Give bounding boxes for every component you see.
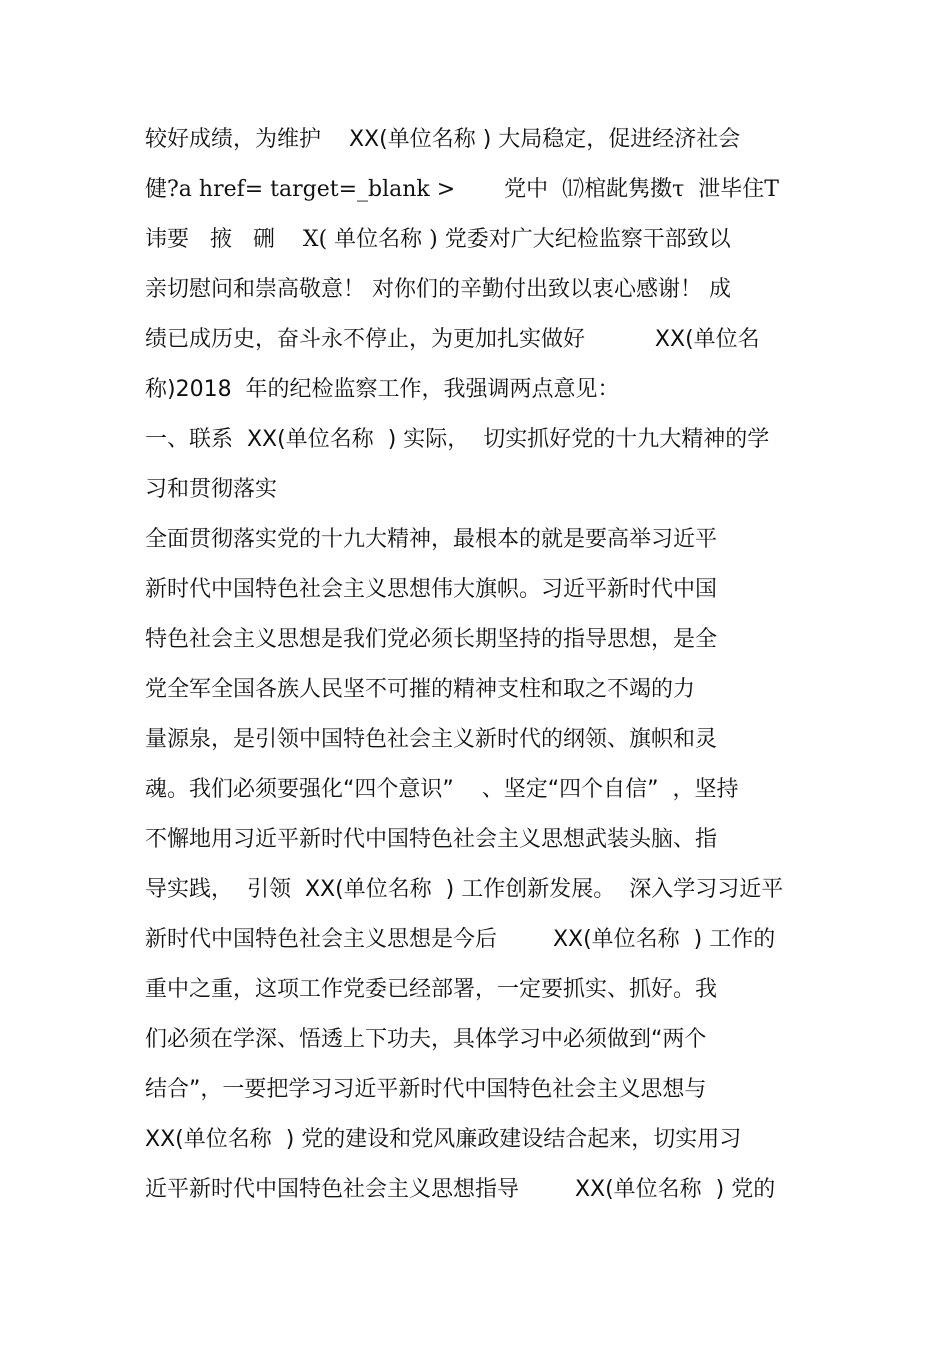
- text-line-1: 较好成绩，为维护 XX(单位名称 ) 大局稳定，促进经济社会: [145, 127, 741, 152]
- text-line-17: 新时代中国特色社会主义思想是今后 XX(单位名称 ) 工作的: [145, 927, 776, 952]
- text-line-15: 不懈地用习近平新时代中国特色社会主义思想武装头脑、指: [145, 827, 718, 852]
- text-line-10: 新时代中国特色社会主义思想伟大旗帜。习近平新时代中国: [145, 577, 718, 602]
- text-line-2: 健?a href= target=_blank > 党中 ⒄棺龀隽擞τ 泄毕住T: [145, 177, 779, 202]
- text-line-9: 全面贯彻落实党的十九大精神，最根本的就是要高举习近平: [145, 527, 718, 552]
- section-heading-1-cont: 习和贯彻落实: [145, 477, 278, 502]
- text-line-22: 近平新时代中国特色社会主义思想指导 XX(单位名称 ) 党的: [145, 1177, 776, 1202]
- text-line-5: 绩已成历史，奋斗永不停止，为更加扎实做好 XX(单位名: [145, 327, 760, 352]
- text-line-12: 党全军全国各族人民坚不可摧的精神支柱和取之不竭的力: [145, 677, 696, 702]
- text-line-16: 导实践， 引领 XX(单位名称 ) 工作创新发展。 深入学习习近平: [145, 877, 784, 902]
- text-line-19: 们必须在学深、悟透上下功夫，具体学习中必须做到“两个: [145, 1027, 707, 1052]
- text-line-4: 亲切慰问和崇高敬意！ 对你们的辛勤付出致以衷心感谢！ 成: [145, 277, 731, 302]
- text-line-18: 重中之重，这项工作党委已经部署，一定要抓实、抓好。我: [145, 977, 718, 1002]
- text-line-21: XX(单位名称 ) 党的建设和党风廉政建设结合起来，切实用习: [145, 1127, 742, 1152]
- text-line-11: 特色社会主义思想是我们党必须长期坚持的指导思想，是全: [145, 627, 718, 652]
- text-line-13: 量源泉，是引领中国特色社会主义新时代的纲领、旗帜和灵: [145, 727, 718, 752]
- text-line-6: 称)2018 年的纪检监察工作，我强调两点意见：: [145, 377, 620, 402]
- section-heading-1: 一、联系 XX(单位名称 ) 实际， 切实抓好党的十九大精神的学: [145, 427, 770, 452]
- text-line-20: 结合”，一要把学习习近平新时代中国特色社会主义思想与: [145, 1077, 707, 1102]
- text-line-14: 魂。我们必须要强化“四个意识” 、坚定“四个自信” ，坚持: [145, 777, 739, 802]
- text-line-3: 讳要 掖 硎 X( 单位名称 ) 党委对广大纪检监察干部致以: [145, 227, 731, 252]
